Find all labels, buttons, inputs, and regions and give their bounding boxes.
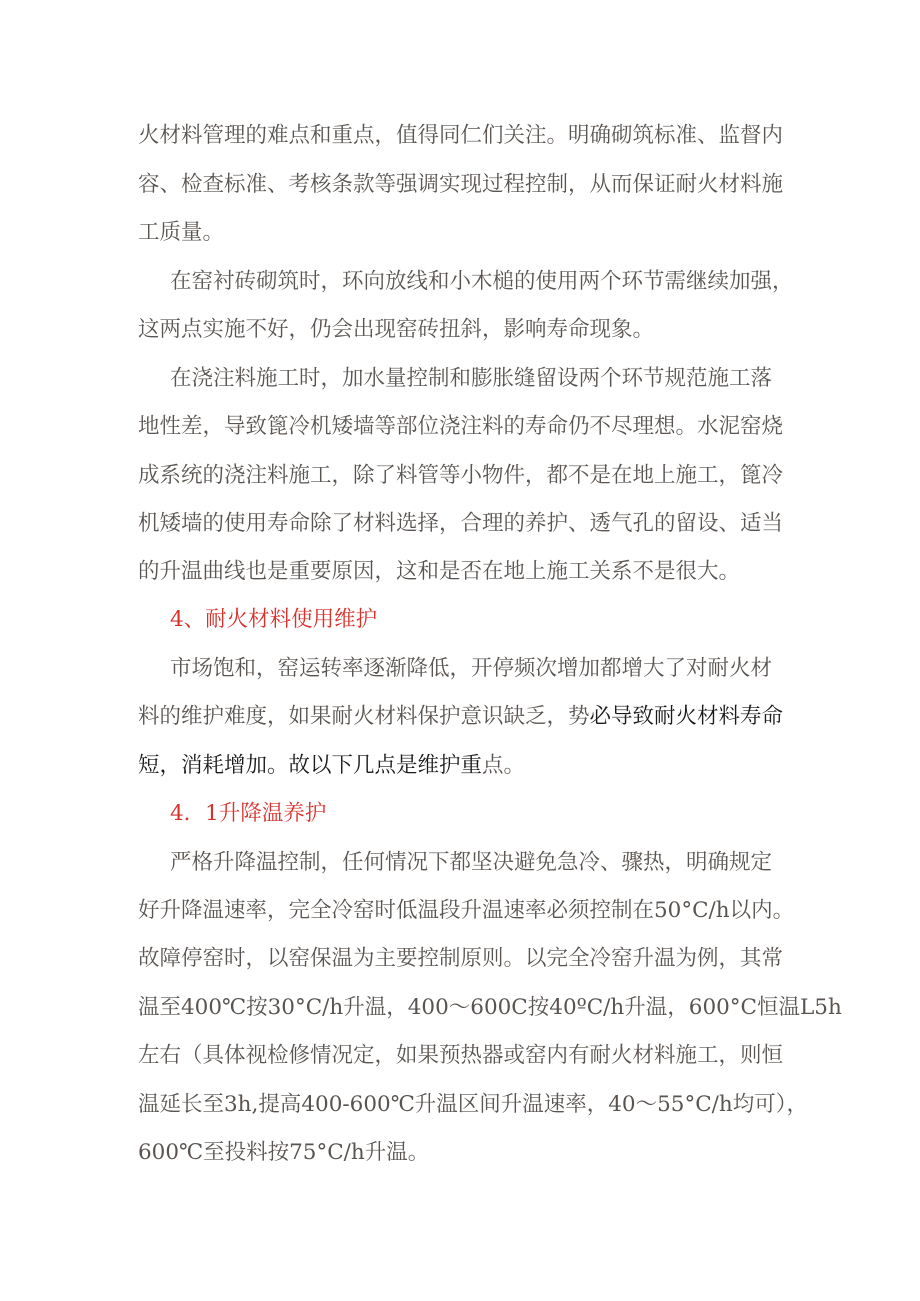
text-segment-dark: 短，消耗增加。故以下几点是维护重	[138, 753, 483, 778]
text-line: 这两点实施不好，仍会出现窑砖扭斜，影响寿命现象。	[138, 317, 655, 342]
section-heading: 4、耐火材料使用维护	[170, 607, 378, 632]
text-line: 600℃至投料按75°C∕h升温。	[138, 1140, 430, 1165]
text-line	[138, 752, 525, 780]
text-line: 机矮墙的使用寿命除了材料选择，合理的养护、透气孔的留设、适当	[138, 511, 784, 536]
text-line: 左右（具体视检修情况定，如果预热器或窑内有耐火材料施工，则恒	[138, 1043, 784, 1068]
text-segment: 点。	[482, 753, 526, 778]
text-line: 温延长至3h,提高400-600℃升温区间升温速率，40～55°C/h均可），	[138, 1092, 809, 1117]
text-segment: 料的维护难度，如果耐火材料保护意识缺乏，势	[138, 704, 590, 729]
text-line	[138, 703, 783, 731]
text-line: 严格升降温控制，任何情况下都坚决避免急冷、骤热，明确规定	[170, 850, 773, 875]
text-line: 故障停窑时，以窑保温为主要控制原则。以完全冷窑升温为例，其常	[138, 946, 784, 971]
text-line: 地性差，导致篦冷机矮墙等部位浇注料的寿命仍不尽理想。水泥窑烧	[138, 414, 784, 439]
text-line: 容、检查标准、考核条款等强调实现过程控制，从而保证耐火材料施	[138, 172, 784, 197]
text-line: 温至400℃按30°C∕h升温，400～600C按40ºC∕h升温，600°C恒温L5h	[138, 995, 842, 1020]
text-line: 的升温曲线也是重要原因，这和是否在地上施工关系不是很大。	[138, 559, 741, 584]
text-line: 成系统的浇注料施工，除了料管等小物件，都不是在地上施工，篦冷	[138, 463, 784, 488]
text-line: 工质量。	[138, 220, 225, 245]
text-line: 火材料管理的难点和重点，值得同仁们关注。明确砌筑标准、监督内	[138, 123, 784, 148]
text-line: 好升降温速率，完全冷窑时低温段升温速率必须控制在50°C∕h以内。	[138, 898, 795, 923]
text-segment-dark: 必导致耐火材料寿命	[589, 704, 784, 729]
text-line: 在浇注料施工时，加水量控制和膨胀缝留设两个环节规范施工落	[170, 366, 773, 391]
subsection-heading: 4．1升降温养护	[170, 801, 327, 826]
text-line: 在窑衬砖砌筑时，环向放线和小木槌的使用两个环节需继续加强，	[170, 269, 794, 294]
text-line: 市场饱和，窑运转率逐渐降低，开停频次增加都增大了对耐火材	[170, 656, 773, 681]
